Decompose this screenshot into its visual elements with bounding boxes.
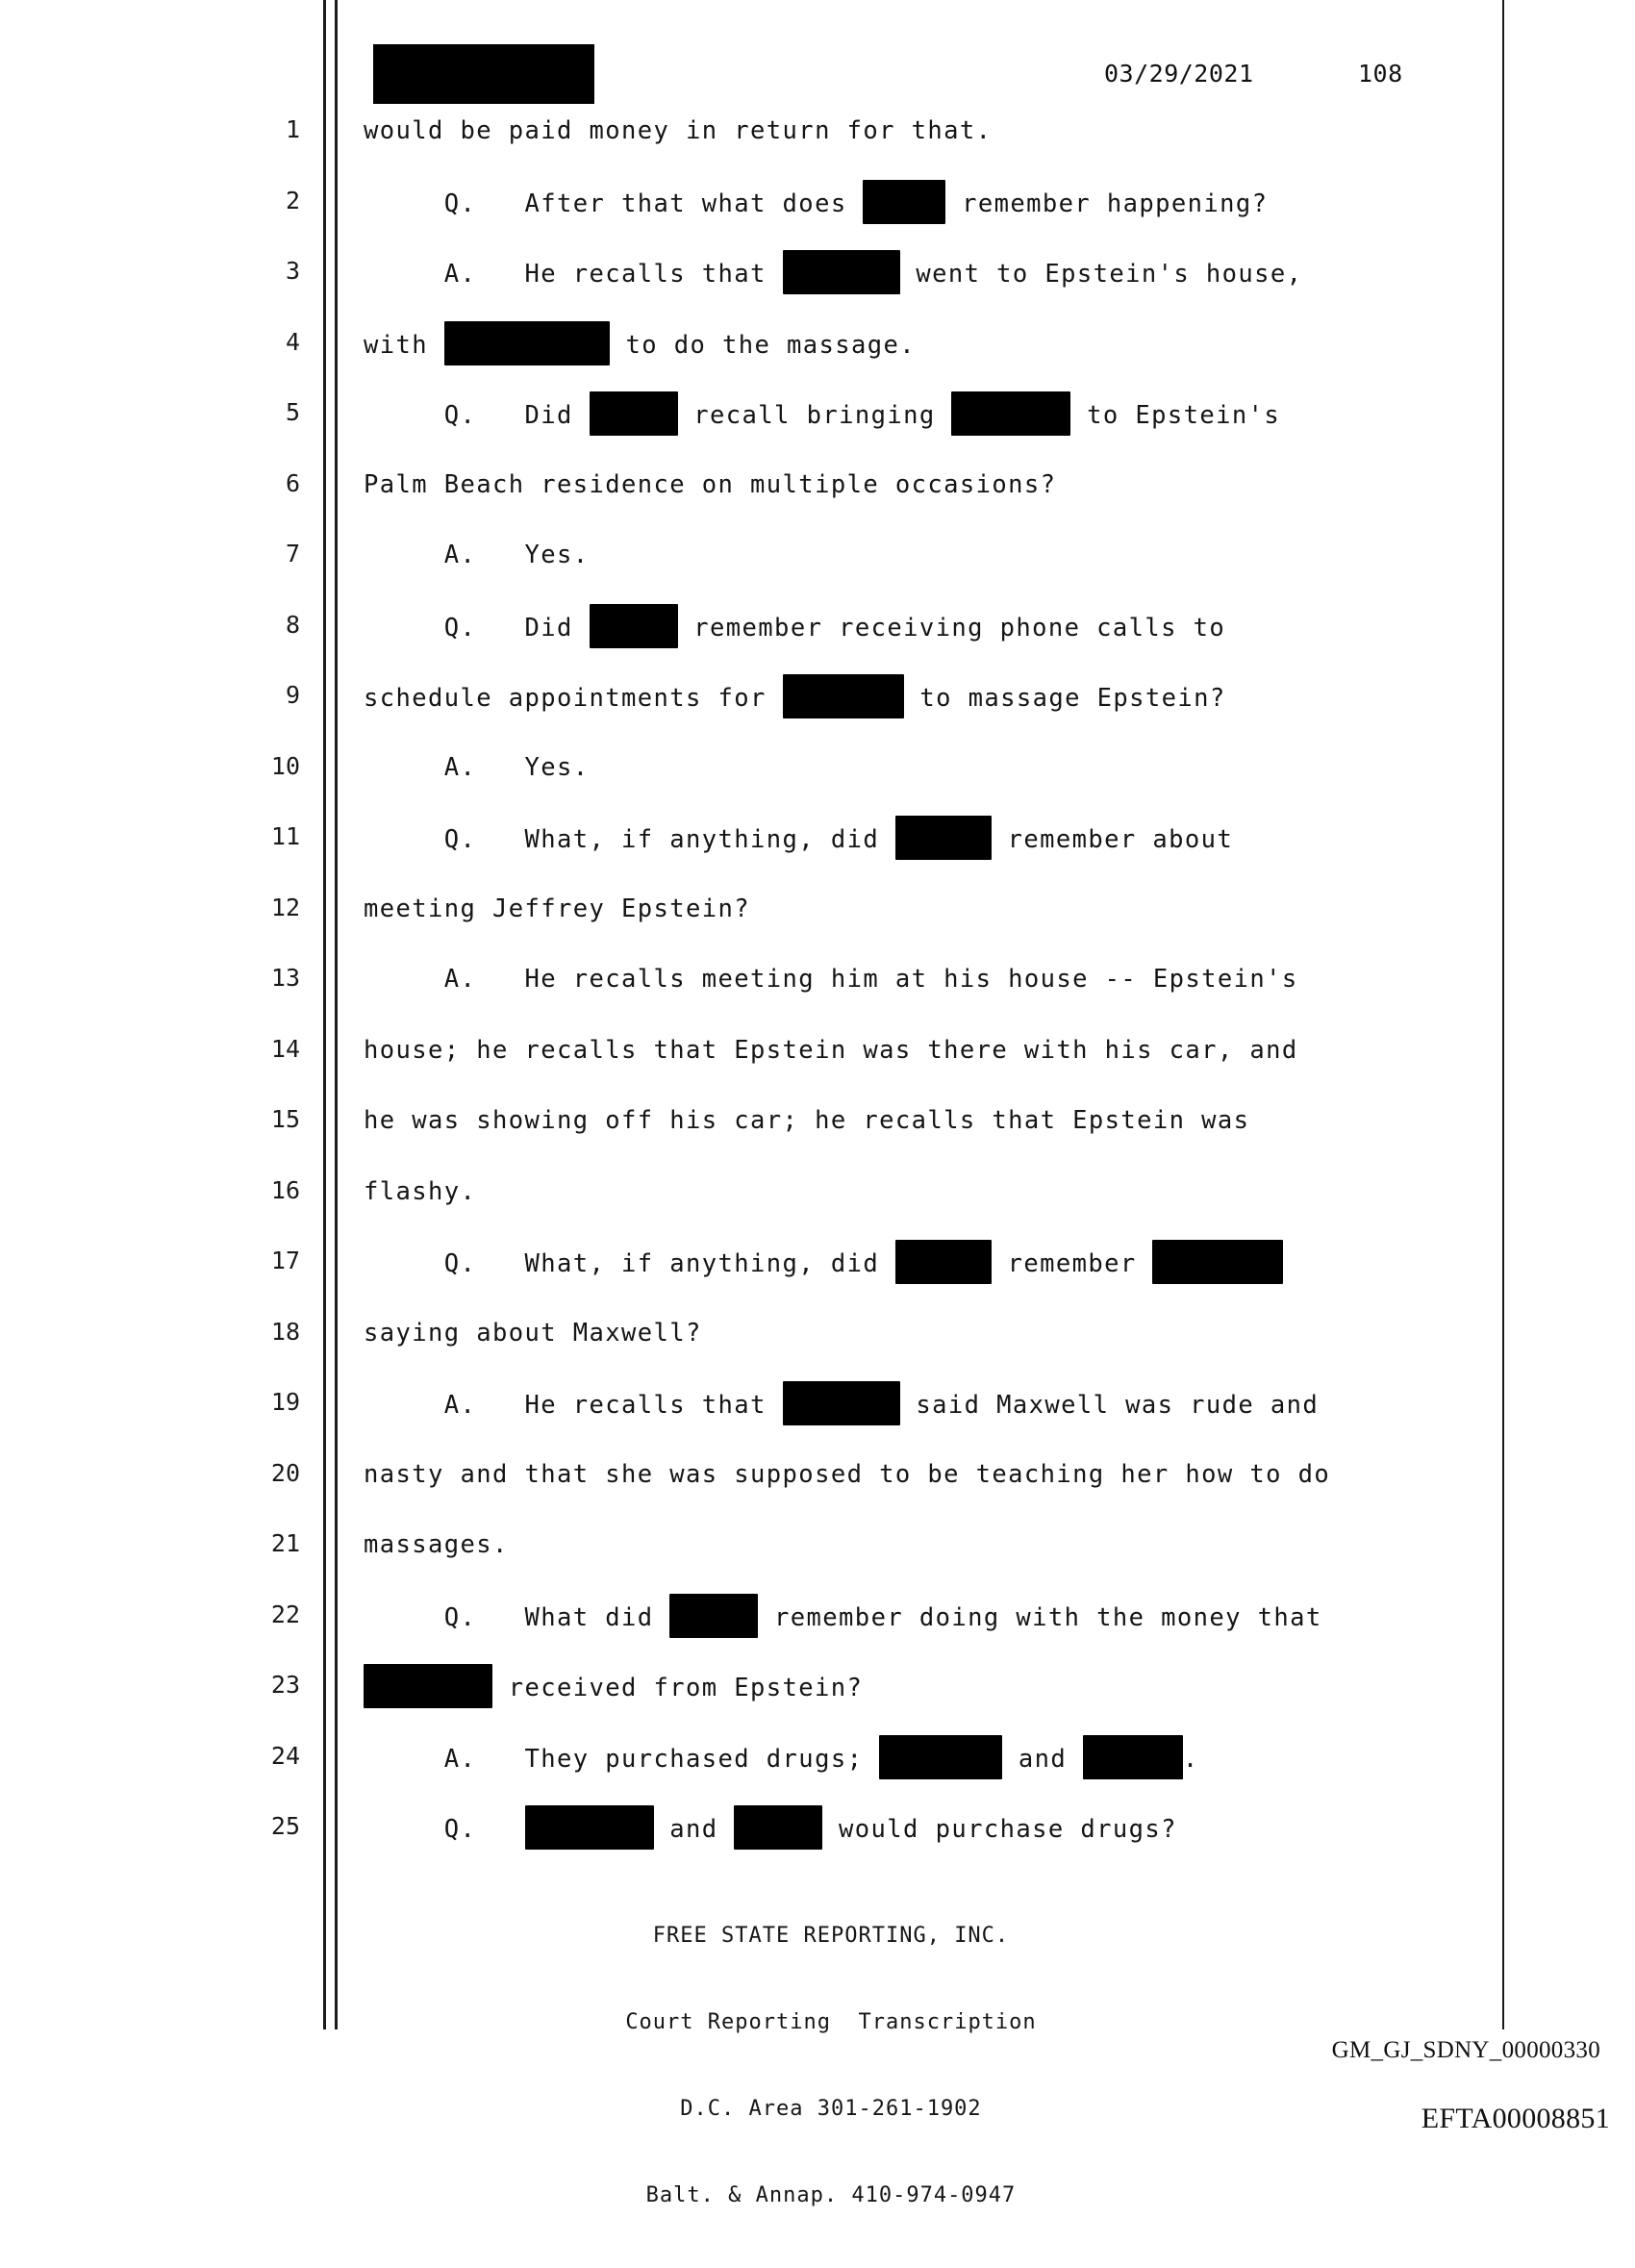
text-run: massages. xyxy=(364,1530,509,1559)
line-number: 22 xyxy=(270,1600,300,1628)
line-text xyxy=(364,112,992,150)
line-number: 16 xyxy=(270,1175,300,1204)
text-run: with xyxy=(364,330,444,360)
text-run: and xyxy=(1002,1744,1083,1774)
line-text xyxy=(364,1384,1319,1428)
line-text xyxy=(364,1525,509,1564)
text-run: received from Epstein? xyxy=(492,1674,864,1702)
line-text xyxy=(364,607,1225,651)
redaction-box xyxy=(1083,1735,1183,1779)
transcript-line xyxy=(0,530,1635,601)
line-number: 12 xyxy=(270,893,300,921)
transcript-line xyxy=(0,884,1635,955)
text-run: to Epstein's xyxy=(1070,401,1281,430)
redaction-box xyxy=(669,1594,758,1638)
line-text xyxy=(364,1314,702,1352)
text-run: remember receiving phone calls to xyxy=(677,613,1226,643)
text-run: schedule appointments for xyxy=(364,684,783,713)
line-text xyxy=(364,253,1302,297)
transcript-line xyxy=(0,389,1635,460)
text-run: remember about xyxy=(991,825,1234,854)
line-text xyxy=(364,1597,1322,1641)
transcript-line xyxy=(0,106,1635,177)
line-number: 23 xyxy=(270,1671,300,1699)
redaction-box xyxy=(590,391,678,436)
line-number: 25 xyxy=(270,1812,300,1840)
redaction-box xyxy=(444,321,610,365)
line-number: 11 xyxy=(270,822,300,850)
text-run: nasty and that she was supposed to be teaching her how to do xyxy=(364,1459,1331,1489)
transcript-line xyxy=(0,1167,1635,1238)
transcript-line xyxy=(0,1449,1635,1521)
text-run: Q. Did xyxy=(364,613,590,643)
text-run: Q. What did xyxy=(364,1602,670,1632)
text-run: remember happening? xyxy=(945,189,1269,218)
text-run: remember doing with the money that xyxy=(758,1602,1322,1632)
line-number: 5 xyxy=(285,398,300,426)
redaction-box xyxy=(783,250,900,294)
line-number: 2 xyxy=(285,186,300,214)
text-run: and xyxy=(653,1815,735,1844)
text-run: would purchase drugs? xyxy=(822,1815,1177,1844)
transcript-line xyxy=(0,1732,1635,1803)
text-run: Q. Did xyxy=(364,401,590,430)
text-run: A. Yes. xyxy=(364,541,590,569)
transcript-lines xyxy=(0,106,1635,1874)
transcript-line xyxy=(0,460,1635,531)
redaction-box xyxy=(863,180,945,224)
transcript-line xyxy=(0,318,1635,390)
line-number: 15 xyxy=(270,1105,300,1133)
text-run: meeting Jeffrey Epstein? xyxy=(364,894,751,923)
redaction-box xyxy=(783,1381,900,1425)
text-run: A. Yes. xyxy=(364,752,590,782)
line-text xyxy=(364,183,1268,227)
bates-stamp-primary: GM_GJ_SDNY_00000330 xyxy=(1331,2037,1600,2063)
footer-line-3: D.C. Area 301-261-1902 xyxy=(680,2097,982,2121)
line-text xyxy=(364,890,750,928)
line-number: 7 xyxy=(285,540,300,567)
line-text xyxy=(364,394,1280,439)
text-run: house; he recalls that Epstein was there with his car, and xyxy=(364,1035,1298,1065)
page-footer xyxy=(0,1864,1635,2268)
footer-line-1: FREE STATE REPORTING, INC. xyxy=(652,1924,1010,1948)
header-page-number: 108 xyxy=(1358,60,1403,88)
line-text xyxy=(364,677,1226,721)
transcript-line xyxy=(0,1591,1635,1662)
line-number: 8 xyxy=(285,610,300,639)
text-run: went to Epstein's house, xyxy=(899,260,1303,289)
transcript-line xyxy=(0,1025,1635,1096)
redaction-box xyxy=(783,674,904,718)
redaction-box xyxy=(951,391,1070,436)
redaction-box xyxy=(590,604,678,648)
header-redaction-box xyxy=(373,44,594,104)
line-text xyxy=(364,819,1233,863)
page-header xyxy=(0,25,1635,92)
line-text xyxy=(364,324,916,368)
text-run: A. He recalls that xyxy=(364,1391,783,1420)
text-run: to do the massage. xyxy=(609,330,917,360)
transcript-line xyxy=(0,1237,1635,1308)
line-text xyxy=(364,1243,1283,1287)
bates-stamp-secondary: EFTA00008851 xyxy=(1421,2103,1610,2134)
line-number: 14 xyxy=(270,1034,300,1063)
transcript-line xyxy=(0,1308,1635,1379)
line-number: 18 xyxy=(270,1317,300,1346)
redaction-box xyxy=(879,1735,1002,1779)
line-number: 13 xyxy=(270,964,300,992)
transcript-line xyxy=(0,177,1635,248)
text-run: to massage Epstein? xyxy=(903,684,1226,713)
text-run: Q. After that what does xyxy=(364,189,864,218)
line-number: 24 xyxy=(270,1741,300,1770)
text-run: remember xyxy=(991,1249,1153,1278)
redaction-box xyxy=(895,816,992,860)
text-run: saying about Maxwell? xyxy=(364,1318,702,1348)
transcript-line xyxy=(0,671,1635,743)
line-text xyxy=(364,1031,1298,1070)
line-text xyxy=(364,466,1056,504)
line-text xyxy=(364,748,590,787)
transcript-line xyxy=(0,743,1635,814)
transcript-line xyxy=(0,813,1635,884)
line-text xyxy=(364,960,1298,998)
line-number: 10 xyxy=(270,751,300,780)
footer-line-2: Court Reporting Transcription xyxy=(625,2010,1037,2034)
line-number: 4 xyxy=(285,327,300,356)
line-number: 20 xyxy=(270,1458,300,1487)
transcript-line xyxy=(0,1520,1635,1591)
footer-line-4: Balt. & Annap. 410-974-0947 xyxy=(645,2183,1017,2207)
line-number: 9 xyxy=(285,681,300,709)
transcript-line xyxy=(0,954,1635,1025)
text-run: would be paid money in return for that. xyxy=(364,116,993,145)
line-number: 17 xyxy=(270,1247,300,1274)
transcript-line xyxy=(0,247,1635,318)
line-text xyxy=(364,1667,863,1711)
transcript-line xyxy=(0,1802,1635,1874)
text-run: he was showing off his car; he recalls that Epstein was xyxy=(364,1106,1250,1135)
redaction-box xyxy=(895,1240,992,1284)
transcript-line xyxy=(0,1661,1635,1732)
line-text xyxy=(364,1455,1330,1494)
redaction-box xyxy=(1152,1240,1283,1284)
line-text xyxy=(364,1738,1199,1782)
transcript-line xyxy=(0,1096,1635,1167)
line-number: 3 xyxy=(285,257,300,285)
text-run: A. He recalls meeting him at his house -- Epstein's xyxy=(364,965,1298,994)
redaction-box xyxy=(364,1664,492,1708)
text-run: said Maxwell was rude and xyxy=(899,1391,1320,1420)
text-run: Q. What, if anything, did xyxy=(364,825,895,854)
redaction-box xyxy=(734,1805,822,1850)
text-run: A. He recalls that xyxy=(364,260,783,289)
line-text xyxy=(364,536,590,574)
text-run: Q. What, if anything, did xyxy=(364,1249,895,1278)
header-date: 03/29/2021 xyxy=(1104,60,1254,88)
text-run: Q. xyxy=(364,1815,525,1844)
text-run: recall bringing xyxy=(677,401,952,430)
line-text xyxy=(364,1101,1249,1140)
line-text xyxy=(364,1172,476,1211)
text-run: . xyxy=(1182,1744,1199,1774)
line-number: 6 xyxy=(285,468,300,497)
text-run: Palm Beach residence on multiple occasions? xyxy=(364,469,1057,499)
line-number: 19 xyxy=(270,1388,300,1416)
line-text xyxy=(364,1808,1177,1852)
redaction-box xyxy=(525,1805,654,1850)
text-run: A. They purchased drugs; xyxy=(364,1744,880,1774)
line-number: 1 xyxy=(285,115,300,143)
transcript-line xyxy=(0,601,1635,672)
transcript-line xyxy=(0,1378,1635,1449)
text-run: flashy. xyxy=(364,1176,477,1206)
line-number: 21 xyxy=(270,1529,300,1557)
